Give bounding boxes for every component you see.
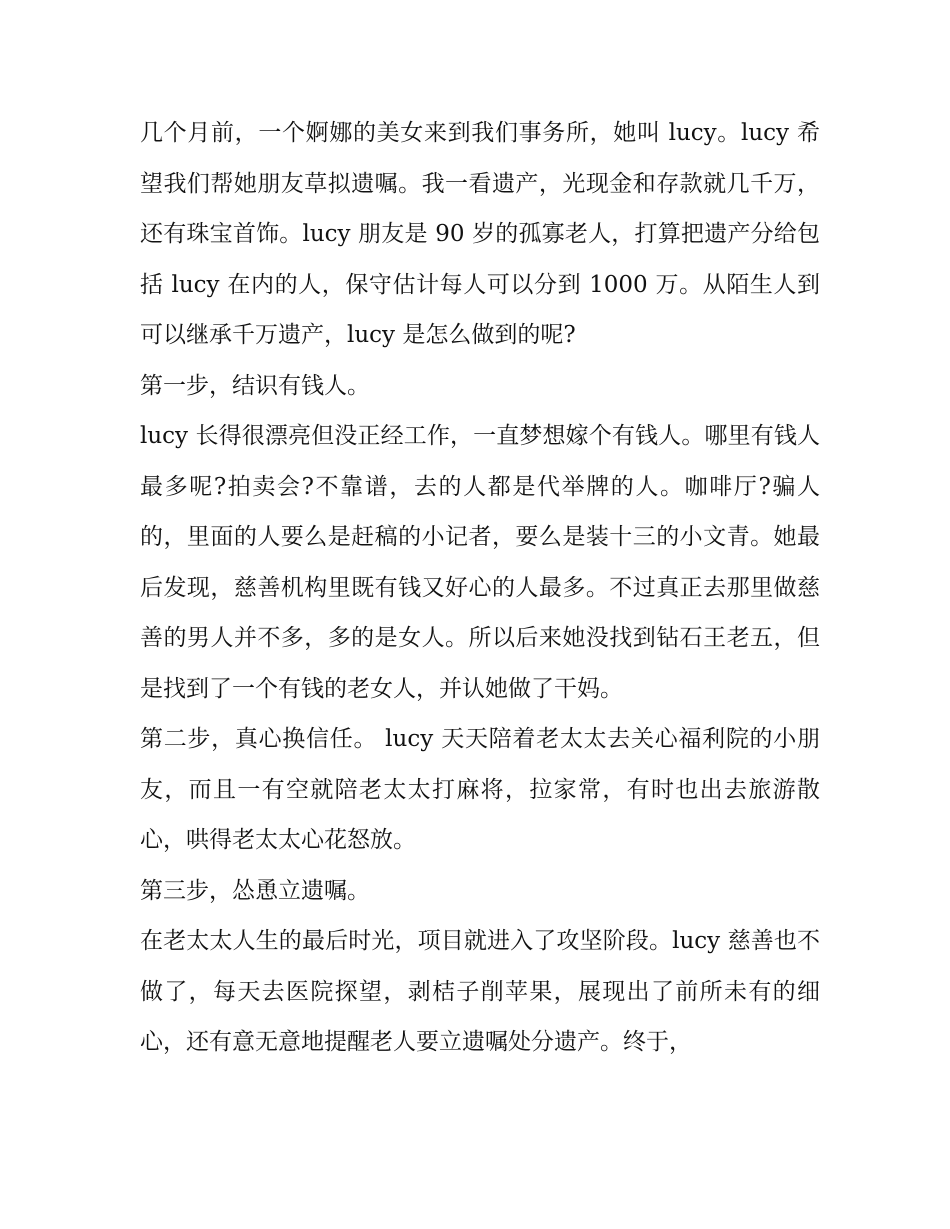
- paragraph-step-two: 第二步，真心换信任。 lucy 天天陪着老太太去关心福利院的小朋友，而且一有空就陪老太太打麻将，拉家常，有时也出去旅游散心，哄得老太太心花怒放。: [140, 726, 820, 853]
- paragraph-step-one-heading: 第一步，结识有钱人。: [140, 372, 370, 399]
- paragraph-step-three-heading: 第三步，怂恿立遗嘱。: [140, 877, 370, 904]
- document-body: [140, 108, 820, 1068]
- paragraph-step-one-body: lucy 长得很漂亮但没正经工作，一直梦想嫁个有钱人。哪里有钱人最多呢?拍卖会?不靠谱，去的人都是代举牌的人。咖啡厅?骗人的，里面的人要么是赶稿的小记者，要么是装十三的小文青。她最后发现，慈善机构里既有钱又好心的人最多。不过真正去那里做慈善的男人并不多，多的是女人。所以后来她没找到钻石王老五，但是找到了一个有钱的老女人，并认她做了干妈。: [140, 423, 820, 702]
- paragraph-step-three-body: 在老太太人生的最后时光，项目就进入了攻坚阶段。lucy 慈善也不做了，每天去医院探望，剥桔子削苹果，展现出了前所未有的细心，还有意无意地提醒老人要立遗嘱处分遗产。终于，: [140, 928, 820, 1055]
- paragraph-intro: 几个月前，一个婀娜的美女来到我们事务所，她叫 lucy。lucy 希望我们帮她朋友草拟遗嘱。我一看遗产，光现金和存款就几千万，还有珠宝首饰。lucy 朋友是 90 岁的孤寡老人，打算把遗产分给包括 lucy 在内的人，保守估计每人可以分到 1000 万。从陌生人到可以继承千万遗产，lucy 是怎么做到的呢?: [140, 120, 820, 348]
